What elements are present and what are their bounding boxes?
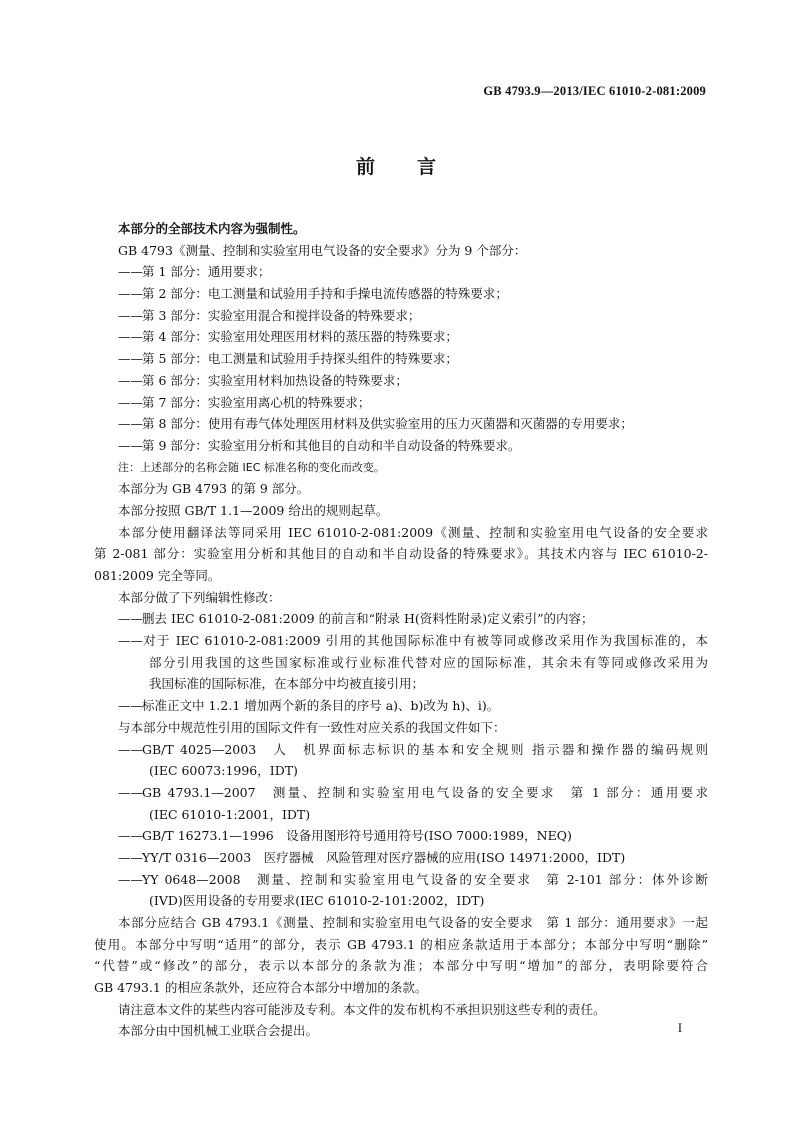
list-item bbox=[118, 695, 708, 717]
paragraph-line: “代替”或“修改”的部分，表示以本部分的条款为准；本部分中写明“增加”的部分，表明除要符合 bbox=[94, 958, 708, 974]
dash-marker: —— bbox=[118, 286, 143, 302]
part9-statement: 本部分为 GB 4793 的第 9 部分。 bbox=[118, 481, 310, 497]
dash-marker: —— bbox=[118, 394, 143, 410]
reference-text: GB 4793.1—2007 测量、控制和实验室用电气设备的安全要求 第 1 部分：通用要求 bbox=[142, 784, 708, 800]
list-item bbox=[118, 847, 708, 869]
edit-item-line: 我国标准的国际标准，在本部分中均被直接引用； bbox=[149, 676, 425, 692]
title-char-1: 前 bbox=[355, 156, 377, 178]
dash-marker: —— bbox=[118, 871, 143, 887]
part-item-text: 第 9 部分：实验室用分析和其他目的自动和半自动设备的特殊要求。 bbox=[142, 437, 521, 453]
list-item bbox=[118, 630, 708, 695]
dash-marker: —— bbox=[118, 264, 143, 280]
drafting-rules-statement: 本部分按照 GB/T 1.1—2009 给出的规则起草。 bbox=[118, 502, 389, 518]
list-item bbox=[118, 608, 708, 630]
patent-statement: 请注意本文件的某些内容可能涉及专利。本文件的发布机构不承担识别这些专利的责任。 bbox=[118, 1001, 606, 1017]
edit-item-line bbox=[118, 630, 708, 652]
paragraph-line: GB 4793.1 的相应条款外，还应符合本部分中增加的条款。 bbox=[94, 980, 428, 996]
dash-marker: —— bbox=[118, 611, 143, 627]
edit-item-text: 删去 IEC 61010-2-081:2009 的前言和“附录 H(资料性附录)定义索引”的内容； bbox=[142, 611, 594, 627]
paragraph-line: 使用。本部分中写明“适用”的部分，表示 GB 4793.1 的相应条款适用于本部分；本部分中写明“删除” bbox=[94, 936, 708, 952]
dash-marker: —— bbox=[118, 828, 143, 844]
reference-line bbox=[118, 869, 708, 891]
translation-paragraph bbox=[94, 522, 708, 587]
reference-text: GB/T 4025—2003 人 机界面标志标识的基本和安全规则 指示器和操作器的编码规则 bbox=[142, 741, 708, 757]
dash-marker: —— bbox=[118, 351, 143, 367]
part-item-text: 第 2 部分：电工测量和试验用手持和手操电流传感器的特殊要求； bbox=[142, 286, 508, 302]
edits-intro: 本部分做了下列编辑性修改： bbox=[118, 589, 281, 605]
dash-marker: —— bbox=[118, 784, 143, 800]
mandatory-statement: 本部分的全部技术内容为强制性。 bbox=[118, 221, 306, 236]
reference-line: (IEC 60073:1996，IDT) bbox=[149, 763, 298, 779]
list-item bbox=[118, 869, 708, 912]
title-char-2: 言 bbox=[417, 156, 439, 178]
reference-text: YY 0648—2008 测量、控制和实验室用电气设备的安全要求 第 2-101 部分：体外诊断 bbox=[142, 871, 708, 887]
foreword-body bbox=[94, 218, 708, 1042]
dash-marker: —— bbox=[118, 849, 143, 865]
paragraph-line: 本部分应结合 GB 4793.1《测量、控制和实验室用电气设备的安全要求 第 1 部分：通用要求》一起 bbox=[118, 915, 708, 930]
reference-line bbox=[118, 739, 708, 761]
dash-marker: —— bbox=[118, 329, 143, 345]
dash-marker: —— bbox=[118, 307, 143, 323]
part-item-text: 第 5 部分：电工测量和试验用手持探头组件的特殊要求； bbox=[142, 351, 458, 367]
paragraph-line: 第 2-081 部分：实验室用分析和其他目的自动和半自动设备的特殊要求》。其技术内容与 IEC 61010-2- bbox=[94, 546, 708, 562]
dash-marker: —— bbox=[118, 437, 143, 453]
edit-item-text: 对于 IEC 61010-2-081:2009 引用的其他国际标准中有被等同或修改采用作为我国标准的，本 bbox=[142, 633, 708, 649]
list-item bbox=[118, 326, 708, 348]
reference-text: GB/T 16273.1—1996 设备用图形符号通用符号(ISO 7000:1989，NEQ) bbox=[142, 828, 572, 844]
reference-line bbox=[118, 782, 708, 804]
list-item bbox=[118, 283, 708, 305]
usage-paragraph bbox=[94, 912, 708, 999]
list-item bbox=[118, 348, 708, 370]
list-item bbox=[118, 435, 708, 457]
edits-list bbox=[118, 608, 708, 716]
page-title bbox=[0, 152, 794, 179]
list-item bbox=[118, 392, 708, 414]
reference-line: (IVD)医用设备的专用要求(IEC 61010-2-101:2002，IDT) bbox=[149, 893, 485, 909]
part-item-text: 第 6 部分：实验室用材料加热设备的特殊要求； bbox=[142, 372, 408, 388]
paragraph-line: 081:2009 完全等同。 bbox=[94, 568, 221, 583]
dash-marker: —— bbox=[118, 416, 143, 432]
dash-marker: —— bbox=[118, 633, 143, 649]
part-item-text: 第 7 部分：实验室用离心机的特殊要求； bbox=[142, 394, 371, 410]
list-item bbox=[118, 413, 708, 435]
part-item-text: 第 8 部分：使用有毒气体处理医用材料及供实验室用的压力灭菌器和灭菌器的专用要求； bbox=[142, 416, 633, 432]
list-item bbox=[118, 782, 708, 825]
part-item-text: 第 4 部分：实验室用处理医用材料的蒸压器的特殊要求； bbox=[142, 329, 458, 345]
edit-item-line: 部分引用我国的这些国家标准或行业标准代替对应的国际标准，其余未有等同或修改采用为 bbox=[149, 654, 708, 670]
proposer-statement: 本部分由中国机械工业联合会提出。 bbox=[118, 1023, 319, 1039]
references-list bbox=[118, 739, 708, 913]
dash-marker: —— bbox=[118, 741, 143, 757]
parts-list bbox=[118, 261, 708, 456]
list-item bbox=[118, 370, 708, 392]
intro-paragraph: GB 4793《测量、控制和实验室用电气设备的安全要求》分为 9 个部分： bbox=[118, 242, 527, 258]
part-item-text: 第 3 部分：实验室用混合和搅拌设备的特殊要求； bbox=[142, 307, 421, 323]
note: 注：上述部分的名称会随 IEC 标准名称的变化而改变。 bbox=[118, 460, 385, 474]
list-item bbox=[118, 261, 708, 283]
dash-marker: —— bbox=[118, 372, 143, 388]
edit-item-text: 标准正文中 1.2.1 增加两个新的条目的序号 a)、b)改为 h)、i)。 bbox=[142, 698, 500, 714]
part-item-text: 第 1 部分：通用要求； bbox=[142, 264, 271, 280]
list-item bbox=[118, 739, 708, 782]
list-item bbox=[118, 825, 708, 847]
paragraph-line: 本部分使用翻译法等同采用 IEC 61010-2-081:2009《测量、控制和实验室用电气设备的安全要求 bbox=[118, 524, 708, 540]
list-item bbox=[118, 305, 708, 327]
references-intro: 与本部分中规范性引用的国际文件有一致性对应关系的我国文件如下： bbox=[118, 719, 506, 735]
standard-number-header: GB 4793.9—2013/IEC 61010-2-081:2009 bbox=[483, 84, 706, 98]
page-number: I bbox=[677, 1021, 682, 1035]
dash-marker: —— bbox=[118, 698, 143, 714]
reference-text: YY/T 0316—2003 医疗器械 风险管理对医疗器械的应用(ISO 14971:2000，IDT) bbox=[142, 849, 626, 865]
reference-line: (IEC 61010-1:2001，IDT) bbox=[149, 806, 311, 822]
